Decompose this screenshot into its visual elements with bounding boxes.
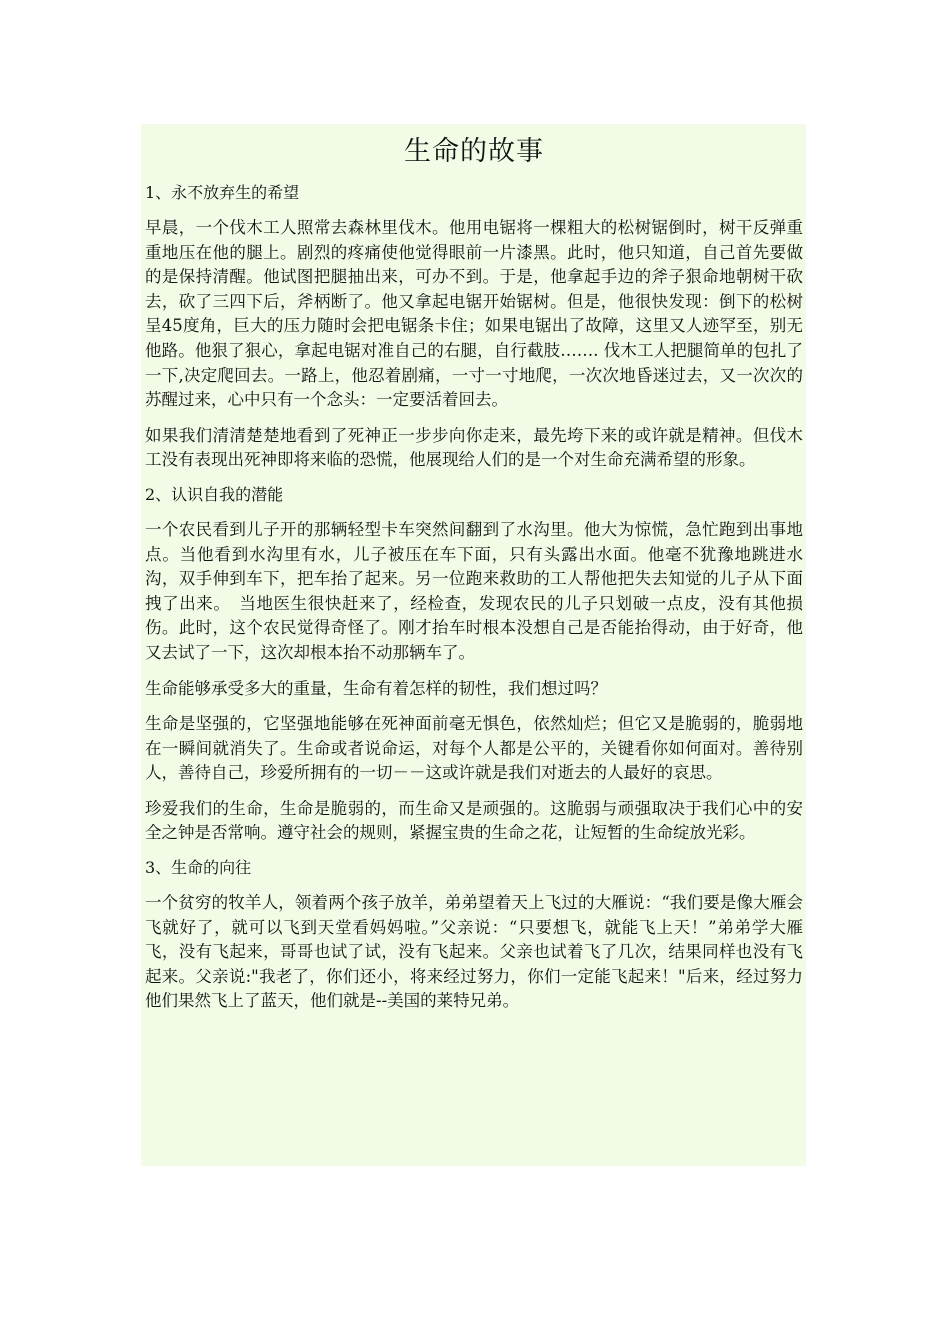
paragraph: 一个农民看到儿子开的那辆轻型卡车突然间翻到了水沟里。他大为惊慌，急忙跑到出事地点。当他看到水沟里有水，儿子被压在车下面，只有头露出水面。他毫不犹豫地跳进水沟，双手伸到车下，把车抬了起来。另一位跑来救助的工人帮他把失去知觉的儿子从下面拽了出来。 当地医生很快赶来了，经检查，发现农民的儿子只划破一点皮，没有其他损伤。此时，这个农民觉得奇怪了。刚才抬车时根本没想自己是否能抬得动，由于好奇，他又去试了一下，这次却根本抬不动那辆车了。: [145, 519, 803, 662]
paragraph: 一个贫穷的牧羊人，领着两个孩子放羊，弟弟望着天上飞过的大雁说：“我们要是像大雁会飞就好了，就可以飞到天堂看妈妈啦。”父亲说：“只要想飞，就能飞上天！”弟弟学大雁飞，没有飞起来，哥哥也试了试，没有飞起来。父亲也试着飞了几次，结果同样也没有飞起来。父亲说:"我老了，你们还小，将来经过努力，你们一定能飞起来！"后来，经过努力他们果然飞上了蓝天，他们就是--美国的莱特兄弟。: [145, 893, 803, 1011]
section-1: [145, 182, 803, 473]
section-2: [145, 484, 803, 846]
paragraph: 早晨，一个伐木工人照常去森林里伐木。他用电锯将一棵粗大的松树锯倒时，树干反弹重重地压在他的腿上。剧烈的疼痛使他觉得眼前一片漆黑。此时，他只知道，自己首先要做的是保持清醒。他试图把腿抽出来，可办不到。于是，他拿起手边的斧子狠命地朝树干砍去，砍了三四下后，斧柄断了。他又拿起电锯开始锯树。但是，他很快发现：倒下的松树呈45度角，巨大的压力随时会把电锯条卡住；如果电锯出了故障，这里又人迹罕至，别无他路。他狠了狠心，拿起电锯对准自己的右腿，自行截肢……. 伐木工人把腿简单的包扎了一下,决定爬回去。一路上，他忍着剧痛，一寸一寸地爬，一次次地昏迷过去，又一次次的苏醒过来，心中只有一个念头：一定要活着回去。: [145, 218, 803, 410]
page-title: 生命的故事: [404, 136, 544, 167]
paragraph: 生命能够承受多大的重量，生命有着怎样的韧性，我们想过吗？: [145, 678, 607, 698]
paragraph: 如果我们清清楚楚地看到了死神正一步步向你走来，最先垮下来的或许就是精神。但伐木工没有表现出死神即将来临的恐慌，他展现给人们的是一个对生命充满希望的形象。: [145, 425, 803, 470]
section-heading: 2、认识自我的潜能: [145, 484, 284, 504]
paragraph: 生命是坚强的，它坚强地能够在死神面前毫无惧色，依然灿烂；但它又是脆弱的，脆弱地在一瞬间就消失了。生命或者说命运，对每个人都是公平的，关键看你如何面对。善待别人，善待自己，珍爱所拥有的一切－－这或许就是我们对逝去的人最好的哀思。: [145, 714, 803, 783]
section-3: [145, 857, 803, 1014]
paragraph: 珍爱我们的生命，生命是脆弱的，而生命又是顽强的。这脆弱与顽强取决于我们心中的安全之钟是否常响。遵守社会的规则，紧握宝贵的生命之花，让短暂的生命绽放光彩。: [145, 798, 803, 843]
section-heading: 3、生命的向往: [145, 858, 252, 878]
section-heading: 1、永不放弃生的希望: [145, 183, 300, 202]
article-body: [141, 124, 806, 1166]
